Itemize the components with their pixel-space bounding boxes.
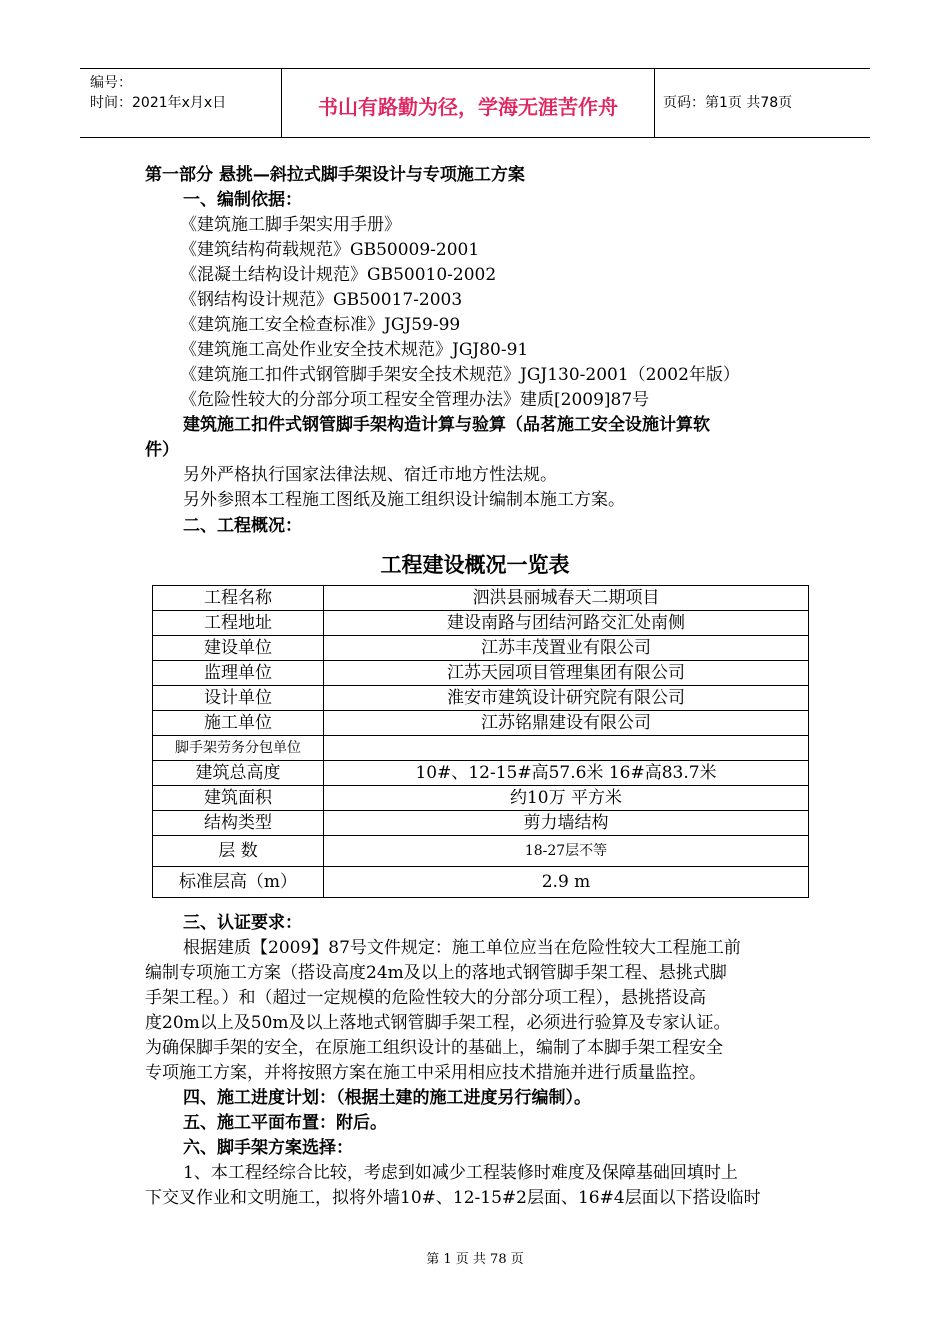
table-value: 剪力墙结构 <box>324 811 809 836</box>
table-row <box>153 836 809 867</box>
software-reference-line1: 建筑施工扣件式钢管脚手架构造计算与验算（品茗施工安全设施计算软 <box>183 415 710 435</box>
section-1-heading: 一、编制依据： <box>183 190 302 210</box>
table-key: 层 数 <box>153 836 324 867</box>
reference-item: 《建筑施工扣件式钢管脚手架安全技术规范》JGJ130-2001（2002年版） <box>180 365 740 385</box>
reference-item: 《建筑结构荷载规范》GB50009-2001 <box>180 240 480 260</box>
header-info-cell <box>80 69 282 137</box>
table-row <box>153 711 809 736</box>
table-row <box>153 811 809 836</box>
reference-item: 《危险性较大的分部分项工程安全管理办法》建质[2009]87号 <box>180 390 650 410</box>
table-row <box>153 736 809 761</box>
header-page-info: 页码：第1页 共78页 <box>663 95 793 111</box>
paragraph-line: 下交叉作业和文明施工，拟将外墙10#、12-15#2层面、16#4层面以下搭设临时 <box>145 1188 761 1208</box>
section-6-heading: 六、脚手架方案选择： <box>183 1138 353 1158</box>
table-row <box>153 611 809 636</box>
table-row <box>153 661 809 686</box>
header-motto: 书山有路勤为径，学海无涯苦作舟 <box>318 95 618 119</box>
software-reference-line2: 件） <box>145 440 179 460</box>
table-value: 江苏铭鼎建设有限公司 <box>324 711 809 736</box>
table-value: 2.9 m <box>324 867 809 898</box>
section-3-heading: 三、认证要求： <box>183 913 302 933</box>
paragraph-line: 1、本工程经综合比较，考虑到如减少工程装修时难度及保障基础回填时上 <box>183 1163 738 1183</box>
section-4-heading: 四、施工进度计划：（根据土建的施工进度另行编制）。 <box>183 1088 591 1108</box>
extra-basis-1: 另外严格执行国家法律法规、宿迁市地方性法规。 <box>183 465 557 485</box>
part-title: 第一部分 悬挑—斜拉式脚手架设计与专项施工方案 <box>145 165 525 185</box>
table-row <box>153 686 809 711</box>
table-row <box>153 636 809 661</box>
section-5-heading: 五、施工平面布置：附后。 <box>183 1113 387 1133</box>
project-overview-table <box>152 585 809 898</box>
table-row <box>153 761 809 786</box>
table-key: 建筑总高度 <box>153 761 324 786</box>
table-value: 江苏丰茂置业有限公司 <box>324 636 809 661</box>
table-key: 设计单位 <box>153 686 324 711</box>
table-value: 10#、12-15#高57.6米 16#高83.7米 <box>324 761 809 786</box>
reference-item: 《建筑施工脚手架实用手册》 <box>180 215 401 235</box>
reference-item: 《钢结构设计规范》GB50017-2003 <box>180 290 463 310</box>
document-time-label: 时间：2021年x月x日 <box>90 95 227 111</box>
table-value: 约10万 平方米 <box>324 786 809 811</box>
header-page-cell <box>655 69 870 137</box>
table-row <box>153 867 809 898</box>
page-footer: 第 1 页 共 78 页 <box>426 1252 524 1267</box>
paragraph-line: 手架工程。）和（超过一定规模的危险性较大的分部分项工程），悬挑搭设高 <box>145 988 706 1008</box>
table-key: 结构类型 <box>153 811 324 836</box>
table-value: 江苏天园项目管理集团有限公司 <box>324 661 809 686</box>
table-key: 标准层高（m） <box>153 867 324 898</box>
overview-table-title: 工程建设概况一览表 <box>380 553 570 577</box>
table-key: 工程地址 <box>153 611 324 636</box>
table-value: 18-27层不等 <box>324 836 809 867</box>
reference-item: 《混凝土结构设计规范》GB50010-2002 <box>180 265 497 285</box>
reference-item: 《建筑施工高处作业安全技术规范》JGJ80-91 <box>180 340 529 360</box>
document-number-label: 编号： <box>90 75 132 91</box>
table-row <box>153 786 809 811</box>
extra-basis-2: 另外参照本工程施工图纸及施工组织设计编制本施工方案。 <box>183 490 625 510</box>
table-key: 监理单位 <box>153 661 324 686</box>
paragraph-line: 度20m以上及50m及以上落地式钢管脚手架工程，必须进行验算及专家认证。 <box>145 1013 731 1033</box>
table-value: 建设南路与团结河路交汇处南侧 <box>324 611 809 636</box>
table-key: 脚手架劳务分包单位 <box>153 736 324 761</box>
section-2-heading: 二、工程概况： <box>183 516 302 536</box>
table-row <box>153 586 809 611</box>
reference-item: 《建筑施工安全检查标准》JGJ59-99 <box>180 315 461 335</box>
paragraph-line: 专项施工方案，并将按照方案在施工中采用相应技术措施并进行质量监控。 <box>145 1063 706 1083</box>
paragraph-line: 编制专项施工方案（搭设高度24m及以上的落地式钢管脚手架工程、悬挑式脚 <box>145 963 727 983</box>
table-key: 施工单位 <box>153 711 324 736</box>
table-value <box>324 736 809 761</box>
table-key: 建筑面积 <box>153 786 324 811</box>
table-value: 淮安市建筑设计研究院有限公司 <box>324 686 809 711</box>
paragraph-line: 为确保脚手架的安全，在原施工组织设计的基础上，编制了本脚手架工程安全 <box>145 1038 723 1058</box>
table-key: 工程名称 <box>153 586 324 611</box>
table-value: 泗洪县丽城春天二期项目 <box>324 586 809 611</box>
paragraph-line: 根据建质【2009】87号文件规定：施工单位应当在危险性较大工程施工前 <box>183 938 741 958</box>
header-motto-cell <box>282 69 655 137</box>
page-header <box>80 68 870 138</box>
table-key: 建设单位 <box>153 636 324 661</box>
